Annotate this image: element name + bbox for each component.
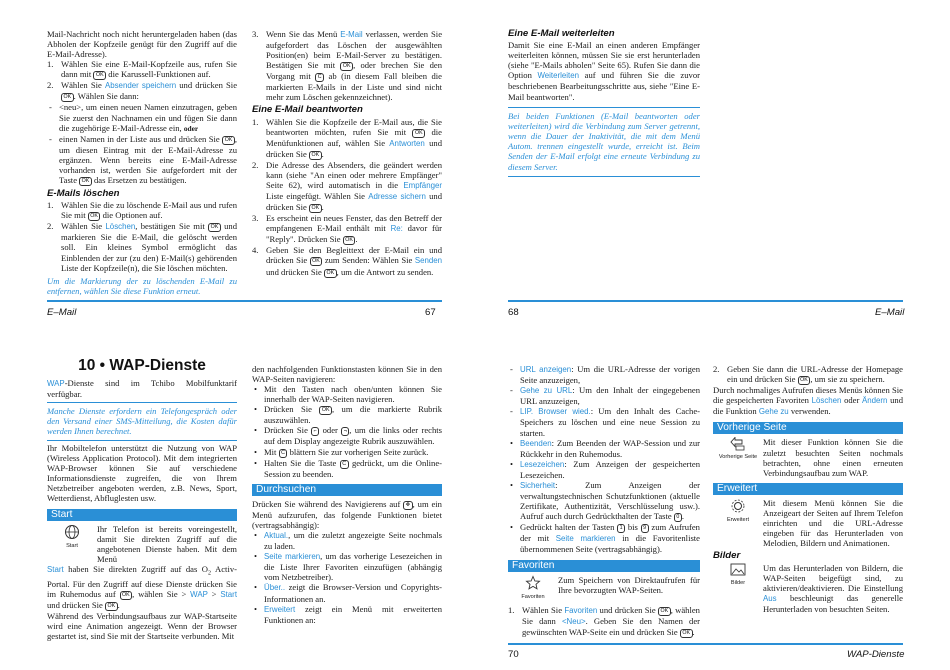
numbered-list — [47, 59, 237, 102]
list-item: - LIP. Browser wied.: Um den Inhalt des Cache-Speichers zu löschen und eine neue Session zu starten. — [510, 406, 701, 438]
c-key-icon: C — [279, 449, 288, 458]
numbered-list — [252, 29, 442, 102]
bullet-list — [252, 384, 442, 478]
page-69-right-column — [252, 364, 442, 625]
icon-caption: Vorherige Seite — [718, 454, 758, 461]
list-item: • Gedrückt halten der Tasten 1 bis 9 zum Aufrufen der mit Seite markieren in die Favoritenliste übernommenen Seite (vertragsabhängig). — [510, 522, 700, 555]
right-softkey-icon: ¬ — [341, 427, 349, 436]
previous-block — [713, 437, 903, 477]
list-item: • Sicherheit: Zum Anzeigen der verwaltungstechnischen Schutzfunktionen (aktuelle Zertifikate, Authentizität, Verschlüsselung usw.). Aufruf auch durch Gedrückthalten der Taste 0 . — [510, 480, 700, 522]
numbered-list — [252, 117, 442, 278]
ok-key-icon: OK — [324, 269, 337, 278]
key-9-icon: 9 — [641, 524, 649, 533]
images-figure — [713, 563, 763, 614]
ok-key-icon: OK — [79, 177, 92, 186]
ok-key-icon: OK — [88, 212, 101, 221]
page-67-left-column — [47, 29, 237, 301]
icon-caption: Start — [66, 542, 78, 549]
advanced-block — [713, 498, 903, 548]
ok-key-icon: OK — [105, 602, 118, 611]
list-item: - URL anzeigen: Um die URL-Adresse der vorigen Seite anzuzeigen, — [510, 364, 700, 386]
list-item: • Aktual., um die zuletzt angezeigte Seite nochmals zu laden. — [254, 529, 442, 552]
list-item: - Gehe zu URL: Um den Inhalt der eingegebenen URL anzuzeigen, — [510, 385, 701, 407]
start-text-upper: Ihr Telefon ist bereits voreingestellt, damit Sie direkten Zugriff auf die angebotenen Dienste haben. Mit dem Menü — [97, 523, 237, 564]
favorites-block — [508, 575, 700, 602]
ok-key-icon: OK — [208, 223, 221, 232]
section-bar-start: Start — [47, 509, 237, 521]
footer-rule — [47, 300, 442, 302]
footer-rule — [508, 643, 903, 645]
ok-key-icon: OK — [222, 136, 235, 145]
list-item: - einen Namen in der Liste aus und drücken Sie OK , um diesen Eintrag mit der E-Mail-Adresse zu ergänzen. Wenn bereits eine E-Mail-Adresse vorhanden ist, werden Sie aufgefordert mit der Taste OK das Ersetzen zu bestätigen. — [49, 133, 237, 186]
nav-intro: den nachfolgenden Funktionstasten können Sie in den WAP-Seiten navigieren: — [252, 364, 442, 385]
nav-key-icon: ✥ — [403, 501, 412, 510]
list-item: 2. Wählen Sie Löschen, bestätigen Sie mit OK und markieren Sie die E-Mail, die gelöscht werden soll. Ein kleines Symbol ermöglicht das Einblenden der zur (zu den) E-Mail(s) gehörenden Liste der Kopfzeile(n), die Sie löschen möchten. — [47, 221, 238, 273]
italic-note: Manche Dienste erfordern ein Telefongespräch oder den Versand einer SMS-Mitteilung, die Kosten dafür werden Ihnen berechnet. — [47, 402, 237, 436]
numbered-list — [713, 364, 903, 385]
ok-key-icon: OK — [658, 607, 671, 616]
page-69-left-column — [47, 357, 237, 641]
start-text: Start haben Sie direkten Zugriff auf das $O_2$ Activ-Portal. Für den Zugriff auf diese Dienste drücken Sie im Ruhemodus auf OK , wählen Sie > WAP > Start und drücken Sie OK . — [47, 563, 238, 610]
list-item: • Halten Sie die Taste C gedrückt, um die Online-Session zu beenden. — [254, 457, 442, 479]
ok-key-icon: OK — [319, 406, 332, 415]
list-item: • Mit den Tasten nach oben/unten können Sie innerhalb der WAP-Seiten navigieren. — [254, 384, 442, 405]
key-0-icon: 0 — [674, 513, 682, 522]
icon-caption: Bilder — [730, 579, 746, 586]
start-block — [47, 524, 237, 564]
list-item: • Seite markieren, um das vorherige Lesezeichen in die Liste Ihrer Favoriten einzufügen (abhängig vom Netzbetreiber). — [254, 551, 442, 583]
images-text: Um das Herunterladen von Bildern, die WAP-Seiten beigefügt sind, zu aktivieren/deaktivieren. Die Einstellung Aus beschleunigt das generelle Herunterladen von besuchten Seiten. — [763, 562, 903, 614]
list-item: 1. Wählen Sie Favoriten und drücken Sie OK , wählen Sie dann <Neu>. Geben Sie den Namen der gewünschten WAP-Seite ein und drücken Sie OK . — [508, 604, 700, 637]
section-heading: Eine E-Mail beantworten — [252, 104, 363, 116]
note-bottom-rule — [47, 440, 237, 441]
page-70 — [475, 335, 950, 670]
ok-key-icon: OK — [798, 376, 811, 385]
dash-list — [47, 102, 237, 186]
footer-chapter-title: E–Mail — [47, 307, 77, 318]
section-heading: Eine E-Mail weiterleiten — [508, 28, 615, 39]
ok-key-icon: OK — [120, 591, 133, 600]
c-key-icon: C — [315, 73, 324, 82]
dash-list — [508, 364, 700, 438]
ok-key-icon: OK — [310, 257, 323, 266]
list-item: 4. Geben Sie den Begleittext der E-Mail ein und drücken Sie OK zum Senden: Wählen Sie Senden und drücken Sie OK , um die Antwort zu senden. — [252, 245, 443, 277]
search-text: Drücken Sie während des Navigierens auf ✥ , um ein Menü aufzurufen, das folgende Funktionen bietet (vertragsabhängig): — [252, 498, 442, 530]
left-softkey-icon: ⌐ — [311, 427, 319, 436]
list-item: - <neu>, um einen neuen Namen einzutragen, geben Sie zuerst den Nachnamen ein und fügen Sie dann die zugehörige E-Mail-Adresse ein, oder — [49, 102, 237, 133]
page-68 — [475, 0, 950, 335]
ok-key-icon: OK — [93, 71, 106, 80]
page-70-right-column — [713, 364, 903, 614]
favorites-figure — [508, 575, 558, 602]
note-top-rule — [508, 107, 700, 108]
ok-key-icon: OK — [340, 62, 353, 71]
images-block — [713, 563, 903, 614]
page-67-right-column — [252, 29, 442, 278]
advanced-text: Mit diesem Menü können Sie die Anzeigeart der Seiten auf Ihrem Telefon einrichten und die URL-Adresse eingeben für das Herunterladen von Melodien, Bildern und Animationen. — [763, 497, 903, 549]
list-item: 1. Wählen Sie die zu löschende E-Mail aus und rufen Sie mit OK die Optionen auf. — [47, 200, 237, 221]
favorites-edit-text: Durch nochmaliges Aufrufen dieses Menüs können Sie die gespeicherten Favoriten Löschen oder Ändern und die Funktion Gehe zu verwenden. — [713, 385, 903, 417]
italic-note: Um die Markierung der zu löschenden E-Mail zu entfernen, wählen Sie diese Funktion erneut. — [47, 276, 237, 301]
advanced-figure — [713, 498, 763, 548]
page-number: 70 — [508, 649, 519, 660]
page-69 — [0, 335, 475, 670]
intro-text: Mail-Nachricht noch nicht heruntergeladen haben (das Abholen der Kopfzeile genügt für den Zugriff auf die E-Mail-Adresse). — [47, 29, 237, 60]
wap-para: Ihr Mobiltelefon unterstützt die Nutzung von WAP (Wireless Application Protocol). Mit dem integrierten WAP-Browser können Sie auf verschiedene Informationsdienste zugreifen, die von Ihrem Netzbetreiber angeboten werden, z.B. News, Sport, Wetterdienst, Abfluglesten usw. — [47, 442, 237, 504]
ok-key-icon: OK — [343, 236, 356, 245]
previous-figure — [713, 437, 763, 477]
list-item: 1. Wählen Sie die Kopfzeile der E-Mail aus, die Sie beantworten möchten, rufen Sie mit OK die Menüfunktionen auf, wählen Sie Antworten und drücken Sie OK . — [252, 116, 442, 159]
ok-key-icon: OK — [61, 93, 74, 102]
page-67 — [0, 0, 475, 335]
page-number: 67 — [425, 307, 436, 318]
footer-chapter-title: E–Mail — [875, 307, 905, 318]
list-item: • Beenden: Zum Beenden der WAP-Session und zur Rückkehr in den Ruhemodus. — [510, 437, 700, 459]
italic-note: Bei beiden Funktionen (E-Mail beantworten oder weiterleiten) wird die Verbindung zum Server getrennt, wenn die Dauer der Inaktivität, die mit dem Menü Autom. trennen eingestellt wurde, erreicht ist. Beim Senden der E-Mail erfolgt eine erneute Verbindung zu diesem Server. — [508, 111, 700, 177]
list-item: • Drücken Sie OK , um die markierte Rubrik auszuwählen. — [254, 404, 442, 426]
ok-key-icon: OK — [309, 151, 322, 160]
section-heading: E-Mails löschen — [47, 188, 120, 200]
chapter-title: 10 • WAP-Dienste — [78, 357, 206, 374]
list-item: 2. Geben Sie dann die URL-Adresse der Homepage ein und drücken Sie OK , um sie zu speichern. — [713, 364, 903, 385]
start-text-cont: Während des Verbindungsaufbaus zur WAP-Startseite wird eine Animation angezeigt. Wenn der Browser gestartet ist, sind Sie mit der Startseite verbunden. Mit — [47, 610, 237, 642]
list-item: 3. Es erscheint ein neues Fenster, das den Betreff der empfangenen E-Mail enthält mit Re: davor für "Reply". Drücken Sie OK . — [252, 213, 442, 245]
intro-text: WAP-Dienste sind im Tchibo Mobilfunktarif verfügbar. — [47, 378, 237, 400]
list-item: 2. Wählen Sie Absender speichern und drücken Sie OK . Wählen Sie dann: — [47, 80, 238, 102]
page-number: 68 — [508, 307, 519, 318]
image-icon — [730, 563, 746, 577]
list-item: 2. Die Adresse des Absenders, die geändert werden kann (siehe "An einen oder mehrere Empfänger" Seite 62), wird automatisch in die Empfänger Liste eingefügt. Wählen Sie Adresse sichern und drücken Sie OK . — [252, 159, 443, 213]
list-item: • Lesezeichen: Zum Anzeigen der gespeicherten Lesezeichen. — [510, 458, 700, 480]
favorites-text: Zum Speichern von Direktaufrufen für Ihre bevorzugten WAP-Seiten. — [558, 574, 700, 595]
footer-chapter-title: WAP-Dienste — [847, 649, 905, 660]
section-bar-previous: Vorherige Seite — [713, 422, 903, 434]
list-item: • Erweitert zeigt ein Menü mit erweiterten Funktionen an: — [254, 603, 442, 625]
key-1-icon: 1 — [617, 524, 625, 533]
page-68-left-column — [508, 29, 700, 177]
c-key-icon: C — [340, 460, 349, 469]
list-item: 3. Wenn Sie das Menü E-Mail verlassen, werden Sie aufgefordert das Löschen der ausgewählten Position(en) beim E-Mail-Server zu bestätigen. Bestätigen Sie mit OK , oder brechen Sie den Vorgang mit C ab (in diesem Fall bleiben die markierten E-Mails in der Liste und sind nicht mehr zum Löschen gekennzeichnet). — [252, 29, 443, 103]
star-icon — [525, 575, 541, 591]
icon-caption: Erweitert — [726, 516, 750, 523]
numbered-list — [47, 200, 237, 273]
back-arrow-icon — [730, 437, 746, 451]
ok-key-icon: OK — [680, 629, 693, 638]
list-item: • Über.. zeigt die Browser-Version und Copyrights-Informationen an. — [254, 582, 442, 604]
list-item: • Mit C blättern Sie zur vorherigen Seite zurück. — [254, 446, 429, 457]
list-item: 1. Wählen Sie eine E-Mail-Kopfzeile aus, rufen Sie dann mit OK die Karussell-Funktionen auf. — [47, 59, 237, 80]
footer-rule — [508, 300, 903, 302]
section-bar-advanced: Erweitert — [713, 483, 903, 495]
gear-icon — [730, 498, 746, 514]
previous-text: Mit dieser Funktion können Sie die zuletzt besuchten Seiten nochmals betrachten, ohne einen erneuten Verbindungsaufbau zum WAP. — [763, 437, 903, 478]
start-figure — [47, 524, 97, 564]
page-70-left-column — [508, 364, 700, 638]
globe-icon — [64, 524, 80, 540]
ok-key-icon: OK — [309, 204, 322, 213]
icon-caption: Favoriten — [521, 593, 545, 600]
section-bar-search: Durchsuchen — [252, 484, 442, 496]
ok-key-icon: OK — [412, 129, 425, 138]
numbered-list — [508, 605, 700, 638]
bullet-list — [252, 530, 442, 625]
list-item: • Drücken Sie ⌐ oder ¬ , um die links oder rechts auf dem Display angezeigte Rubrik auszuwählen. — [254, 425, 442, 447]
section-bar-favorites: Favoriten — [508, 560, 700, 572]
section-heading: Bilder — [713, 550, 741, 562]
forward-text: Damit Sie eine E-Mail an einen anderen Empfänger weiterleiten können, müssen Sie sie erst herunterladen (siehe "E-Mails abholen" Seite 65). Rufen Sie dann die Option Weiterleiten auf und führen Sie die zuvor beschriebenen Bearbeitungsschritte aus, siehe "Eine E-Mail beantworten". — [508, 40, 700, 102]
bullet-list — [508, 438, 700, 555]
